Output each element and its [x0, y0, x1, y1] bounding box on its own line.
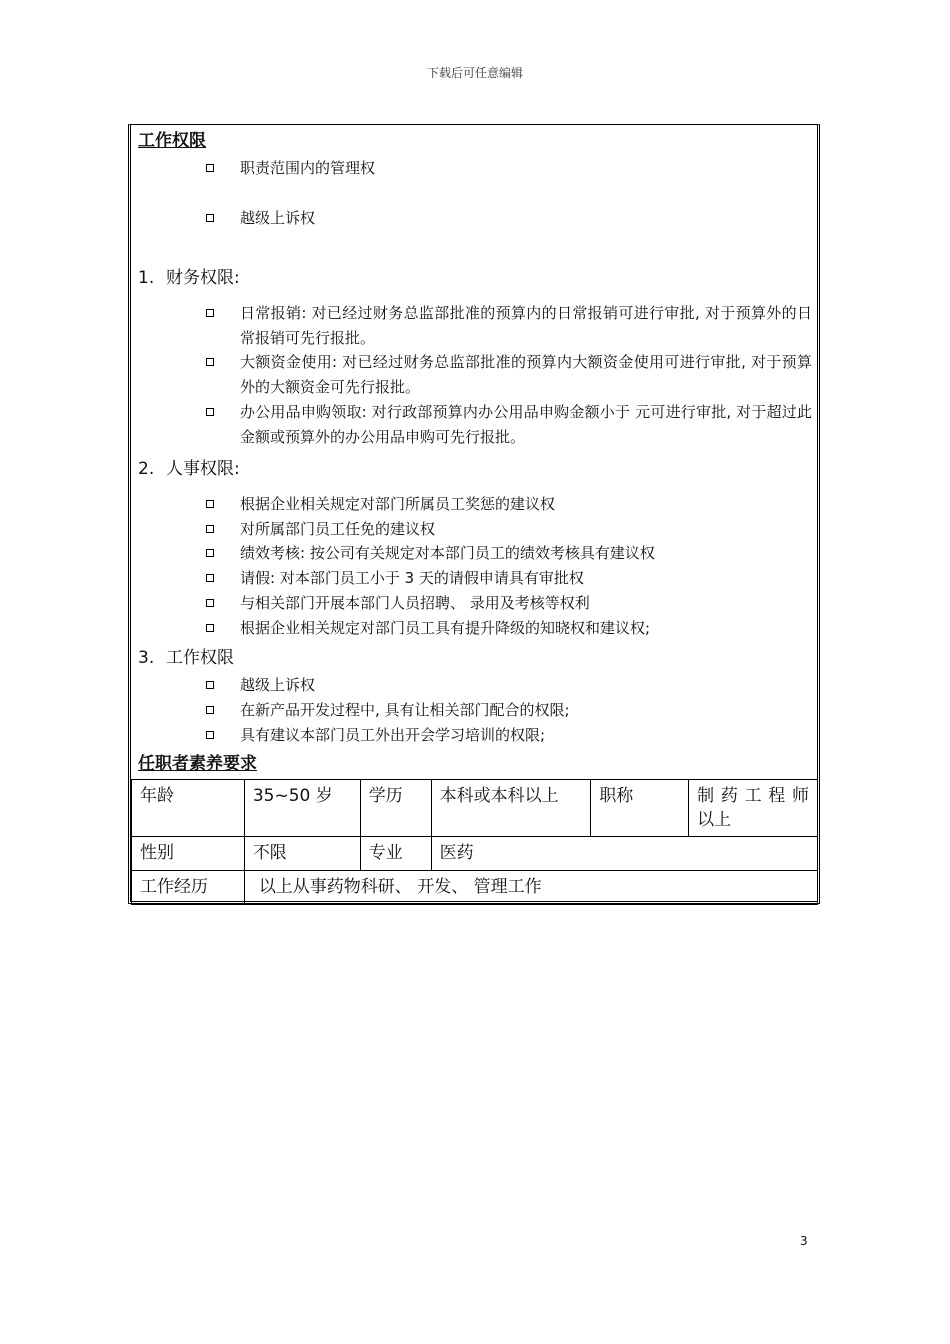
table-cell: 医药 — [431, 837, 817, 871]
requirements-title: 任职者素养要求 — [138, 754, 257, 774]
checkbox-icon — [206, 706, 214, 714]
list-item: 越级上诉权 — [206, 206, 812, 231]
list-item: 办公用品申购领取: 对行政部预算内办公用品申购金额小于 元可进行审批, 对于超过此金额或预算外的办公用品申购可先行报批。 — [206, 400, 812, 450]
checkbox-icon — [206, 500, 214, 508]
table-cell: 本科或本科以上 — [431, 780, 591, 837]
list-item: 根据企业相关规定对部门所属员工奖惩的建议权 — [206, 492, 812, 517]
table-row — [132, 780, 818, 837]
list-item: 职责范围内的管理权 — [206, 156, 812, 181]
list-item: 与相关部门开展本部门人员招聘、 录用及考核等权利 — [206, 591, 812, 616]
list-item: 对所属部门员工任免的建议权 — [206, 517, 812, 542]
checkbox-icon — [206, 309, 214, 317]
list-item: 日常报销: 对已经过财务总监部批准的预算内的日常报销可进行审批, 对于预算外的日常报销可先行报批。 — [206, 301, 812, 351]
checkbox-icon — [206, 681, 214, 689]
table-row — [132, 871, 818, 905]
checkbox-icon — [206, 731, 214, 739]
table-cell: 性别 — [132, 837, 245, 871]
list-item: 请假: 对本部门员工小于 3 天的请假申请具有审批权 — [206, 566, 812, 591]
checkbox-icon — [206, 358, 214, 366]
checkbox-icon — [206, 408, 214, 416]
section-heading-finance: 1. 财务权限: — [138, 268, 240, 288]
list-item: 在新产品开发过程中, 具有让相关部门配合的权限; — [206, 698, 812, 723]
checkbox-icon — [206, 214, 214, 222]
header-note: 下载后可任意编辑 — [426, 66, 523, 80]
page-number: 3 — [800, 1234, 808, 1248]
table-cell: 以上从事药物科研、 开发、 管理工作 — [244, 871, 817, 905]
table-row — [132, 837, 818, 871]
list-item: 大额资金使用: 对已经过财务总监部批准的预算内大额资金使用可进行审批, 对于预算外的大额资金可先行报批。 — [206, 350, 812, 400]
table-cell: 职称 — [591, 780, 689, 837]
checkbox-icon — [206, 525, 214, 533]
table-cell: 专业 — [360, 837, 431, 871]
table-cell: 不限 — [244, 837, 360, 871]
list-item: 绩效考核: 按公司有关规定对本部门员工的绩效考核具有建议权 — [206, 541, 812, 566]
list-item: 越级上诉权 — [206, 673, 812, 698]
table-cell: 35~50 岁 — [244, 780, 360, 837]
list-item: 根据企业相关规定对部门员工具有提升降级的知晓权和建议权; — [206, 616, 812, 641]
table-cell: 工作经历 — [132, 871, 245, 905]
work-authority-title: 工作权限 — [138, 131, 206, 151]
section-heading-work: 3. 工作权限 — [138, 648, 234, 668]
checkbox-icon — [206, 164, 214, 172]
checkbox-icon — [206, 574, 214, 582]
checkbox-icon — [206, 624, 214, 632]
table-cell: 制 药 工 程 师 以上 — [689, 780, 818, 837]
list-item: 具有建议本部门员工外出开会学习培训的权限; — [206, 723, 812, 748]
section-heading-hr: 2. 人事权限: — [138, 459, 240, 479]
checkbox-icon — [206, 549, 214, 557]
checkbox-icon — [206, 599, 214, 607]
table-cell: 学历 — [360, 780, 431, 837]
requirements-table — [131, 779, 818, 905]
table-cell: 年龄 — [132, 780, 245, 837]
